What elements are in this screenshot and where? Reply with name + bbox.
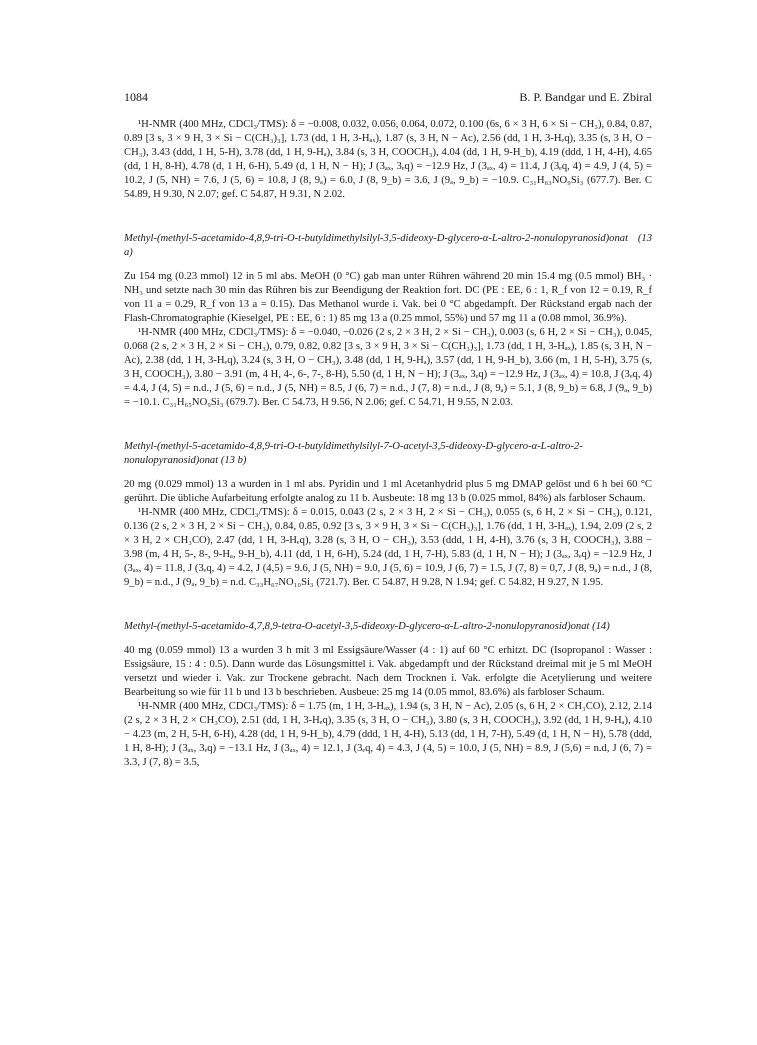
page-number: 1084 [124,90,148,104]
compound-title-13a: Methyl-(methyl-5-acetamido-4,8,9-tri-O-t-butyldimethylsilyl-3,5-dideoxy-D-glycero-α-L-altro-2-nonulopyranosid)onat (13 a) [124,233,652,258]
compound-title-14: Methyl-(methyl-5-acetamido-4,7,8,9-tetra-O-acetyl-3,5-dideoxy-D-glycero-α-L-altro-2-nonulopyranosid)onat (14) [124,621,610,632]
nmr-paragraph-12: ¹H-NMR (400 MHz, CDCl₃/TMS): δ = −0.008, 0.032, 0.056, 0.064, 0.072, 0.100 (6s, 6 × 3 H, 6 × Si − CH₃), 0.84, 0.87, 0.89 [3 s, 3 × 9 H, 3 × Si − C(CH₃)₃], 1.73 (dd, 1 H, 3-Hₐₓ), 1.87 (s, 3 H, N − Ac), 2.56 (dd, 1 H, 3-Hₑq), 3.35 (s, 3 H, O − CH₃), 3.43 (ddd, 1 H, 5-H), 3.78 (dd, 1 H, 9-Hₐ), 3.84 (s, 3 H, COOCH₃), 4.04 (dd, 1 H, 9-H_b), 4.19 (ddd, 1 H, 4-H), 4.65 (dd, 1 H, 8-H), 4.78 (d, 1 H, 6-H), 5.49 (d, 1 H, N − H); J (3ₐₓ, 3ₑq) = −12.9 Hz, J (3ₐₓ, 4) = 11.4, J (3ₑq, 4) = 4.9, J (4, 5) = 10.2, J (5, NH) = 7.6, J (5, 6) = 10.8, J (8, 9ₐ) = 6.0, J (8, 9_b) = 3.6, J (9ₐ, 9_b) = −10.9. C₃₁H₆₃NO₉Si₃ (677.7). Ber. C 54.89, H 9.30, N 2.07; gef. C 54.87, H 9.31, N 2.02. [124,119,652,200]
page-body [124,118,652,770]
procedure-14: 40 mg (0.059 mmol) 13 a wurden 3 h mit 3 ml Essigsäure/Wasser (4 : 1) auf 60 °C erhitzt. DC (Isopropanol : Wasser : Essigsäure, 15 : 4 : 0.5). Dann wurde das Lösungsmittel i. Vak. abgedampft und der Rückstand dreimal mit je 5 ml MeOH versetzt und wieder i. Vak. zur Trockene gebracht. Nach dem Trocknen i. Vak. erfolgte die Acetylierung und weitere Bearbeitung so wie für 11 b und 13 b beschrieben. Ausbeue: 25 mg 14 (0.05 mmol, 83.6%) als farbloser Schaum. [124,645,652,698]
procedure-13a: Zu 154 mg (0.23 mmol) 12 in 5 ml abs. MeOH (0 °C) gab man unter Rühren während 20 min 15.4 mg (0.5 mmol) BH₃ · NH₃ und setzte nach 30 min das Rühren bis zur Beendigung der Reaktion fort. DC (PE : EE, 6 : 1, R_f von 12 = 0.19, R_f von 11 a = 0.29, R_f von 13 a = 0.15). Das Methanol wurde i. Vak. bei 0 °C abgedampft. Der Rückstand ergab nach der Flash-Chromatographie (Kieselgel, PE : EE, 6 : 1) 85 mg 13 a (0.25 mmol, 55%) und 57 mg 11 a (0.08 mmol, 36.9%). [124,271,652,324]
running-authors: B. P. Bandgar und E. Zbiral [519,90,652,104]
procedure-13b: 20 mg (0.029 mmol) 13 a wurden in 1 ml abs. Pyridin und 1 ml Acetanhydrid plus 5 mg DMAP gelöst und 6 h bei 60 °C gerührt. Die übliche Aufarbeitung erfolgte analog zu 11 b. Ausbeute: 18 mg 13 b (0.025 mmol, 84%) als farbloser Schaum. [124,479,652,504]
nmr-paragraph-13b: ¹H-NMR (400 MHz, CDCl₃/TMS): δ = 0.015, 0.043 (2 s, 2 × 3 H, 2 × Si − CH₃), 0.055 (s, 6 H, 2 × Si − CH₃), 0.121, 0.136 (2 s, 2 × 3 H, 2 × Si − CH₃), 0.84, 0.85, 0.92 [3 s, 3 × 9 H, 3 × Si − C(CH₃)₃], 1.76 (dd, 1 H, 3-Hₐₓ), 1.94, 2.09 (2 s, 2 × 3 H, 2 × CH₃CO), 2.47 (dd, 1 H, 3-Hₑq), 3.28 (s, 3 H, O − CH₃), 3.53 (ddd, 1 H, 4-H), 3.76 (s, 3 H, COOCH₃), 3.88 − 3.98 (m, 4 H, 5-, 8-, 9-Hₐ, 9-H_b), 4.11 (dd, 1 H, 6-H), 5.24 (dd, 1 H, 7-H), 5.83 (d, 1 H, N − H); J (3ₐₓ, 3ₑq) = −12.9 Hz, J (3ₐₓ, 4) = 11.8, J (3ₑq, 4) = 4.2, J (4,5) = 9.6, J (5, NH) = 9.0, J (5, 6) = 10.9, J (6, 7) = 1.5, J (7, 8) = 0,7, J (8, 9ₐ) = n.d., J (8, 9_b) = n.d., J (9ₐ, 9_b) = n.d. C₃₃H₆₇NO₁₀Si₃ (721.7). Ber. C 54.87, H 9.28, N 1.94; gef. C 54.82, H 9.27, N 1.95. [124,507,652,588]
nmr-paragraph-13a: ¹H-NMR (400 MHz, CDCl₃/TMS): δ = −0.040, −0.026 (2 s, 2 × 3 H, 2 × Si − CH₃), 0.003 (s, 6 H, 2 × Si − CH₃), 0.045, 0.068 (2 s, 2 × 3 H, 2 × Si − CH₃), 0.79, 0.82, 0.82 [3 s, 3 × 9 H, 3 × Si − C(CH₃)₃], 1.73 (dd, 1 H, 3-Hₐₓ), 1.85 (s, 3 H, N − Ac), 2.38 (dd, 1 H, 3-Hₑq), 3.24 (s, 3 H, O − CH₃), 3.48 (dd, 1 H, 9-Hₐ), 3.57 (dd, 1 H, 9-H_b), 3.66 (m, 1 H, 5-H), 3.75 (s, 3 H, COOCH₃), 3.80 − 3.91 (m, 4 H, 4-, 6-, 7-, 8-H), 5.50 (d, 1 H, N − H); J (3ₐₓ, 3ₑq) = −12.9 Hz, J (3ₐₓ, 4) = 10.8, J (3ₑq, 4) = 4.4, J (4, 5) = n.d., J (5, 6) = n.d., J (5, NH) = 8.5, J (6, 7) = n.d., J (7, 8) = n.d., J (8, 9ₐ) = 5.1, J (8, 9_b) = 6.8, J (9ₐ, 9_b) = −10.1. C₃₁H₆₅NO₉Si₃ (679.7). Ber. C 54.73, H 9.56, N 2.06; gef. C 54.71, H 9.55, N 2.03. [124,327,652,408]
running-header [124,90,652,108]
compound-title-13b: Methyl-(methyl-5-acetamido-4,8,9-tri-O-t-butyldimethylsilyl-7-O-acetyl-3,5-dideoxy-D-glycero-α-L-altro-2-nonulopyranosid)onat (13 b) [124,441,583,466]
nmr-paragraph-14: ¹H-NMR (400 MHz, CDCl₃/TMS): δ = 1.75 (m, 1 H, 3-Hₐₓ), 1.94 (s, 3 H, N − Ac), 2.05 (s, 6 H, 2 × CH₃CO), 2.12, 2.14 (2 s, 2 × 3 H, 2 × CH₃CO), 2.51 (dd, 1 H, 3-Hₑq), 3.35 (s, 3 H, O − CH₃), 3.80 (s, 3 H, COOCH₃), 3.92 (dd, 1 H, 9-Hₐ), 4.10 − 4.23 (m, 2 H, 5-H, 6-H), 4.28 (dd, 1 H, 9-H_b), 4.79 (ddd, 1 H, 4-H), 5.13 (dd, 1 H, 7-H), 5.49 (d, 1 H, N − H), 5.78 (ddd, 1 H, 8-H); J (3ₐₓ, 3ₑq) = −13.1 Hz, J (3ₐₓ, 4) = 12.1, J (3ₑq, 4) = 4.3, J (4, 5) = 10.0, J (5, NH) = 8.9, J (5,6) = n.d, J (6, 7) = 3.3, J (7, 8) = 3.5, [124,701,652,768]
